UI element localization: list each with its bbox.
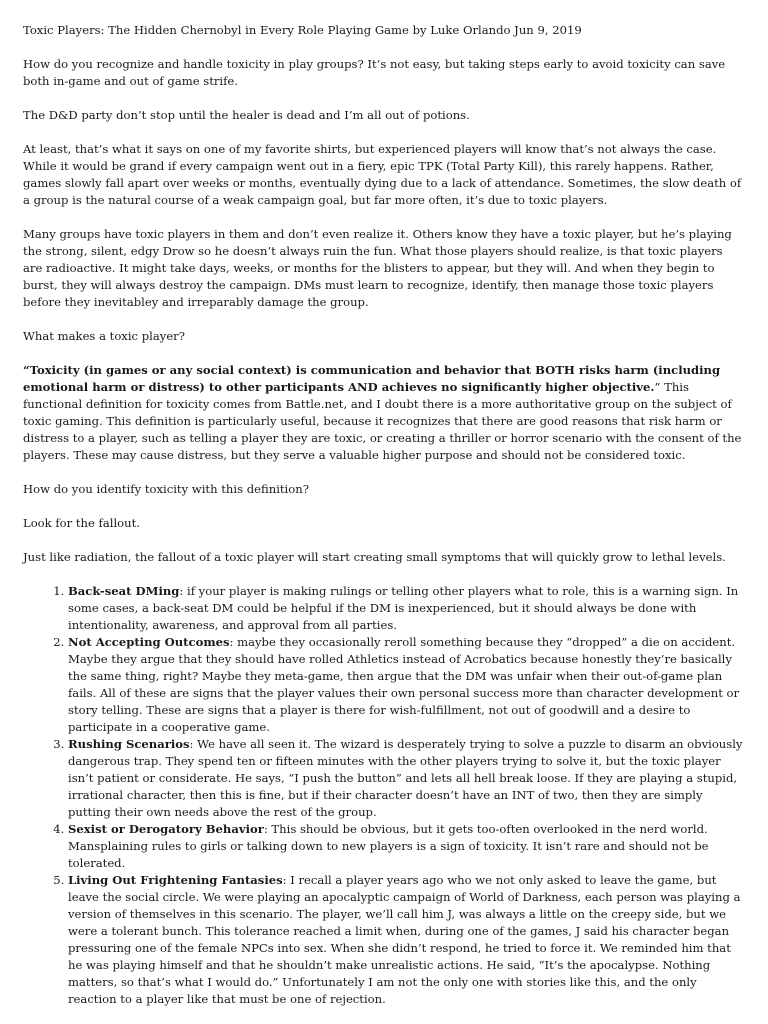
definition-bold: “Toxicity (in games or any social context) is communication and behavior that BOTH risks harm (including emotional harm or distress) to other participants AND achieves no significantly higher objective. [23, 363, 721, 394]
document-page [23, 22, 745, 1008]
list-item-term: Not Accepting Outcomes [68, 635, 230, 649]
list-item-term: Back-seat DMing [68, 584, 180, 598]
list-item-text: : This should be obvious, but it gets too-often overlooked in the nerd world. Mansplaining rules to girls or talking down to new players is a sign of toxicity. It isn’t rare and should not be tolerated. [68, 822, 709, 870]
groups-paragraph: Many groups have toxic players in them and don’t even realize it. Others know they have a toxic player, but he’s playing the strong, silent, edgy Drow so he doesn’t always ruin the fun. What those players should realize, is that toxic players are radioactive. It might take days, weeks, or months for the blisters to appear, but they will. And when they begin to burst, they will always destroy the campaign. DMs must learn to recognize, identify, then manage those toxic players before they inevitabley and irreparably damage the group. [23, 227, 732, 309]
intro-paragraph: How do you recognize and handle toxicity in play groups? It’s not easy, but taking steps early to avoid toxicity can save both in-game and out of game strife. [23, 57, 726, 88]
list-item-text: : We have all seen it. The wizard is desperately trying to solve a puzzle to disarm an obviously dangerous trap. They spend ten or fifteen minutes with the other players trying to solve it, but the toxic player isn’t patient or considerate. He says, “I push the button” and lets all hell break loose. If they are playing a stupid, irrational character, then this is fine, but if their character doesn’t have an INT of two, then they are simply putting their own needs above the rest of the group. [68, 737, 743, 819]
list-item-text: : if your player is making rulings or telling other players what to role, this is a warning sign. In some cases, a back-seat DM could be helpful if the DM is inexperienced, but it should always be done with intentionality, awareness, and approval from all parties. [68, 584, 739, 632]
list-item [68, 634, 745, 736]
list-item [68, 872, 745, 1008]
list-item-term: Sexist or Derogatory Behavior [68, 822, 264, 836]
list-item-text: : I recall a player years ago who we not only asked to leave the game, but leave the social circle. We were playing an apocalyptic campaign of World of Darkness, each person was playing a version of themselves in this scenario. The player, we’ll call him J, was always a little on the creepy side, but we were a tolerant bunch. This tolerance reached a limit when, during one of the games, J said his character began pressuring one of the female NPCs into sex. When she didn’t respond, he tried to force it. We reminded him that he was playing himself and that he shouldn’t make unrealistic actions. He said, “It’s the apocalypse. Nothing matters, so that’s what I would do.” Unfortunately I am not the only one with stories like this, and the only reaction to a player like that must be one of rejection. [68, 873, 741, 1006]
what-makes-question: What makes a toxic player? [23, 329, 185, 343]
shirt-quote: The D&D party don’t stop until the healer is dead and I’m all out of potions. [23, 108, 470, 122]
list-item [68, 583, 745, 634]
radiation-line: Just like radiation, the fallout of a toxic player will start creating small symptoms that will quickly grow to lethal levels. [23, 550, 726, 564]
definition-paragraph [23, 362, 745, 464]
list-item [68, 821, 745, 872]
list-item-term: Living Out Frightening Fantasies [68, 873, 283, 887]
definition-rest: ” This functional definition for toxicity comes from Battle.net, and I doubt there is a more authoritative group on the subject of toxic gaming. This definition is particularly useful, because it recognizes that there are good reasons that risk harm or distress to a player, such as telling a player they are toxic, or creating a thriller or horror scenario with the consent of the players. These may cause distress, but they serve a valuable higher purpose and should not be considered toxic. [23, 380, 742, 462]
look-fallout: Look for the fallout. [23, 516, 140, 530]
document-title-line: Toxic Players: The Hidden Chernobyl in Every Role Playing Game by Luke Orlando Jun 9, 2019 [23, 23, 582, 37]
toxic-signs-list [23, 583, 745, 1008]
shirt-paragraph: At least, that’s what it says on one of my favorite shirts, but experienced players will know that’s not always the case. While it would be grand if every campaign went out in a fiery, epic TPK (Total Party Kill), this rarely happens. Rather, games slowly fall apart over weeks or months, eventually dying due to a lack of attendance. Sometimes, the slow death of a group is the natural course of a weak campaign goal, but far more often, it’s due to toxic players. [23, 142, 742, 207]
list-item-text: : maybe they occasionally reroll something because they “dropped” a die on accident. Maybe they argue that they should have rolled Athletics instead of Acrobatics because honestly they’re basically the same thing, right? Maybe they meta-game, then argue that the DM was unfair when their out-of-game plan fails. All of these are signs that the player values their own personal success more than character development or story telling. These are signs that a player is there for wish-fulfillment, not out of goodwill and a desire to participate in a cooperative game. [68, 635, 740, 734]
identify-question: How do you identify toxicity with this definition? [23, 482, 309, 496]
list-item [68, 736, 745, 821]
list-item-term: Rushing Scenarios [68, 737, 190, 751]
